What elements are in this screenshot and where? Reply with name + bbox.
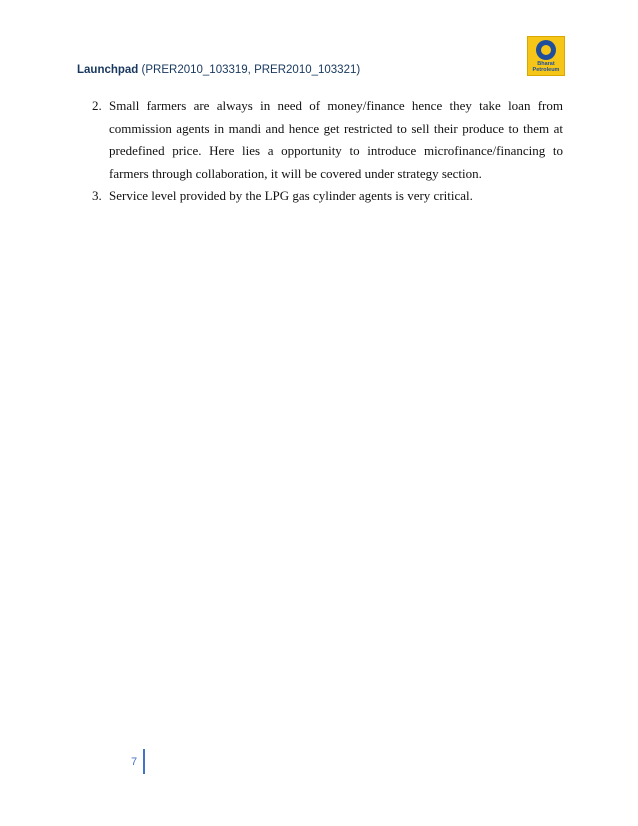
logo-text-line1: Bharat — [537, 61, 555, 67]
list-item-text: Small farmers are always in need of money/finance hence they take loan from commission agents in mandi and hence get restricted to sell their produce to them at predefined price. Here lies a opportunity to introduce microfinance/financing to farmers through collaboration, it will be covered under strategy section. — [109, 98, 563, 181]
list-item — [88, 185, 563, 208]
page-number-divider — [143, 749, 145, 774]
logo-text — [528, 61, 564, 73]
list-item — [88, 95, 563, 185]
page-number: 7 — [131, 756, 138, 768]
numbered-list — [88, 95, 563, 208]
bharat-petroleum-logo — [527, 36, 565, 76]
logo-emblem-icon — [536, 40, 556, 60]
list-item-number: 2. — [92, 98, 102, 113]
header-project-name: Launchpad — [77, 64, 139, 76]
list-item-number: 3. — [92, 188, 102, 203]
running-header — [77, 64, 360, 76]
list-item-text: Service level provided by the LPG gas cylinder agents is very critical. — [109, 188, 473, 203]
logo-text-line2: Petroleum — [532, 67, 560, 73]
header-project-codes: (PRER2010_103319, PRER2010_103321) — [141, 64, 361, 76]
